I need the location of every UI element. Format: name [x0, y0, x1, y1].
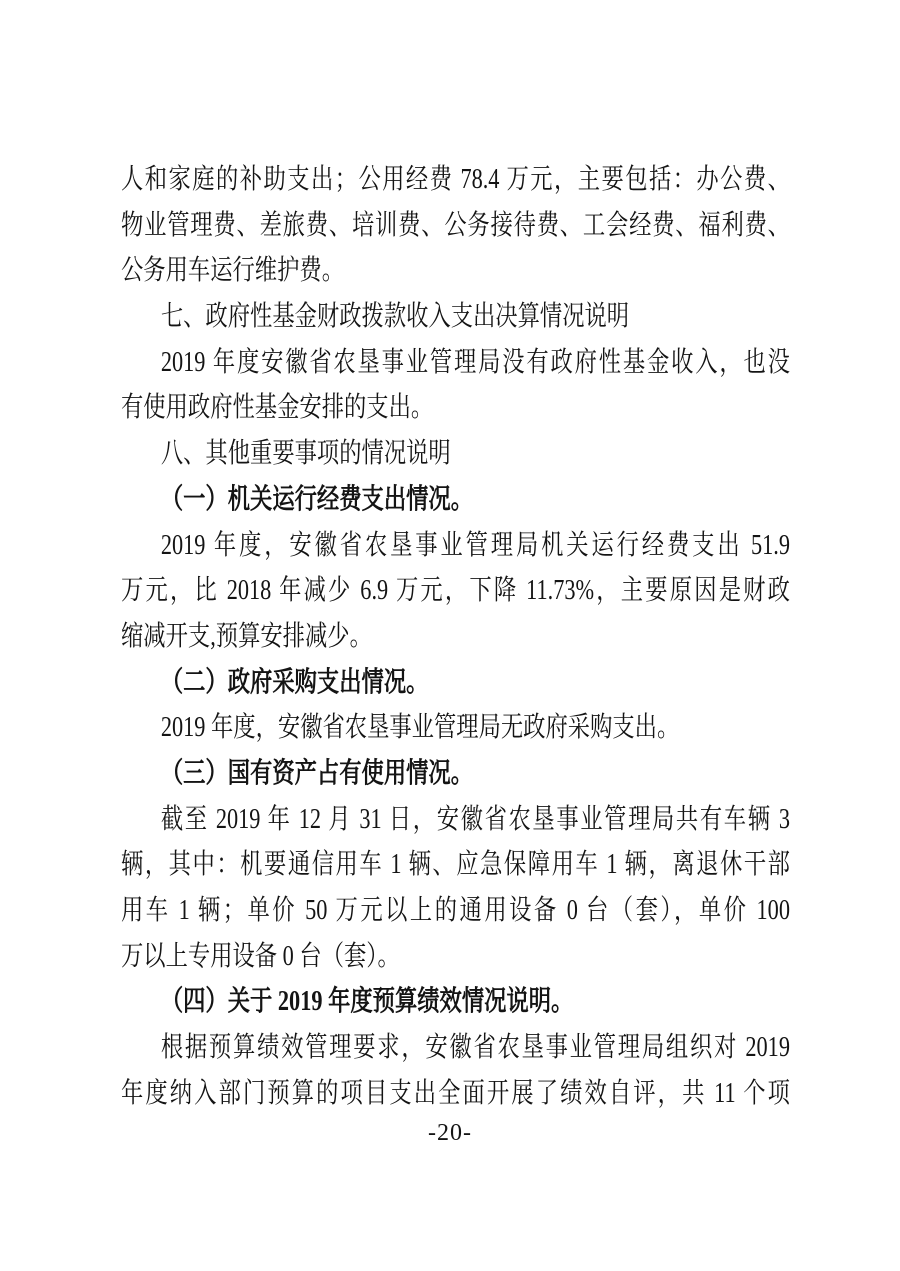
document-body-text [121, 157, 790, 1116]
subsection-heading: （一）机关运行经费支出情况。 [160, 483, 474, 515]
text-line: 物业管理费、差旅费、培训费、公务接待费、工会经费、福利费、 [121, 209, 790, 241]
section-heading: 七、政府性基金财政拨款收入支出决算情况说明 [160, 301, 630, 333]
subsection-heading: （四）关于 2019 年度预算绩效情况说明。 [160, 986, 574, 1018]
text-line: 2019 年度，安徽省农垦事业管理局机关运行经费支出 51.9 [160, 529, 790, 561]
text-line: 截至 2019 年 12 月 31 日，安徽省农垦事业管理局共有车辆 3 [160, 803, 790, 835]
text-line: 年度纳入部门预算的项目支出全面开展了绩效自评，共 11 个项 [121, 1077, 790, 1109]
text-line: 公务用车运行维护费。 [121, 255, 345, 287]
text-line: 根据预算绩效管理要求，安徽省农垦事业管理局组织对 2019 [160, 1032, 790, 1064]
text-line: 万以上专用设备 0 台（套）。 [121, 940, 400, 972]
section-heading: 八、其他重要事项的情况说明 [160, 438, 451, 470]
text-line: 用车 1 辆；单价 50 万元以上的通用设备 0 台（套），单价 100 [121, 895, 790, 926]
text-line: 人和家庭的补助支出；公用经费 78.4 万元，主要包括：办公费、 [121, 164, 790, 195]
text-line: 有使用政府性基金安排的支出。 [121, 392, 434, 424]
subsection-heading: （三）国有资产占有使用情况。 [160, 757, 474, 789]
subsection-heading: （二）政府采购支出情况。 [160, 666, 429, 698]
text-line: 2019 年度安徽省农垦事业管理局没有政府性基金收入，也没 [160, 346, 790, 378]
page-number: -20- [428, 1120, 472, 1146]
text-line: 缩减开支,预算安排减少。 [121, 620, 372, 652]
text-line: 辆，其中：机要通信用车 1 辆、应急保障用车 1 辆，离退休干部 [121, 849, 790, 881]
text-line: 2019 年度，安徽省农垦事业管理局无政府采购支出。 [160, 712, 680, 744]
text-line: 万元，比 2018 年减少 6.9 万元，下降 11.73%，主要原因是财政 [121, 575, 790, 607]
